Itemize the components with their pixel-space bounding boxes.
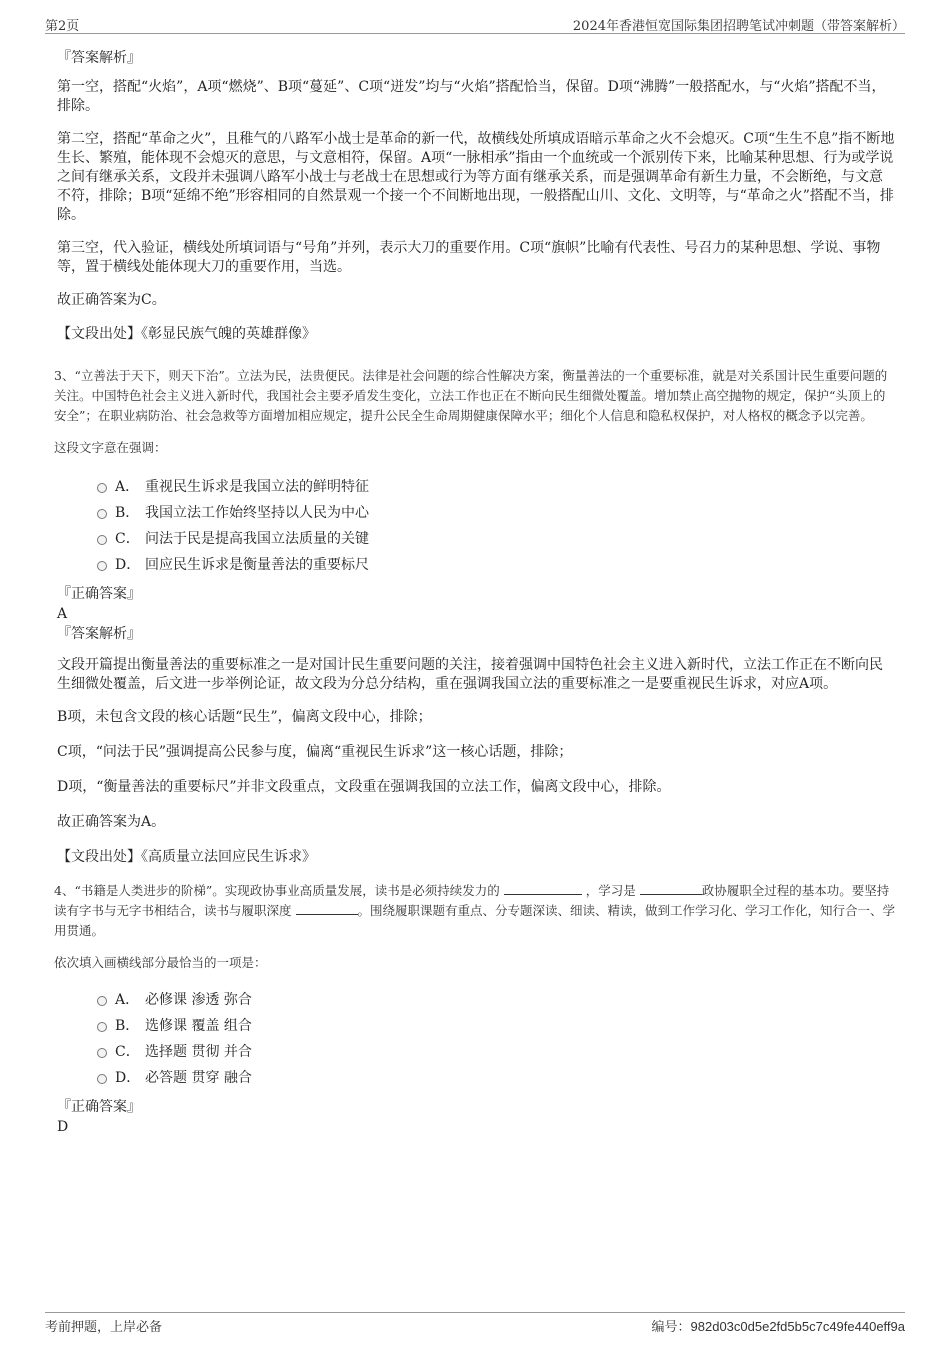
q2-analysis-label: 『答案解析』 [57, 50, 141, 66]
blank-2 [640, 882, 702, 895]
q3-stem: 3、“立善法于天下，则天下治”。立法为民，法贵便民。法律是社会问题的综合性解决方案，衡量善法的一个重要标准，就是对关系国计民生重要问题的关注。中国特色社会主义进入新时代，我国社会主要矛盾发生变化，立法工作也正在不断向民生细微处覆盖。增加禁止高空抛物的规定，保护“头顶上的安全”；在职业病防治、社会急救等方面增加相应规定，提升公民全生命周期健康保障水平；细化个人信息和隐私权保护，对人格权的概念予以完善。 [54, 368, 888, 423]
q3-options [57, 474, 895, 578]
q3-option-b[interactable]: B． 我国立法工作始终坚持以人民为中心 [57, 500, 895, 526]
radio-icon[interactable] [97, 561, 107, 571]
q3-source: 【文段出处】《高质量立法回应民生诉求》 [57, 849, 316, 865]
q4-option-a[interactable]: A． 必修课 渗透 弥合 [57, 987, 895, 1013]
document-title: 2024年香港恒宽国际集团招聘笔试冲刺题（带答案解析） [572, 19, 905, 34]
radio-icon[interactable] [97, 509, 107, 519]
page-number: 第2页 [45, 19, 80, 34]
q4-prompt: 依次填入画横线部分最恰当的一项是： [54, 955, 267, 970]
radio-icon[interactable] [97, 483, 107, 493]
q2-source: 【文段出处】《彰显民族气魄的英雄群像》 [57, 326, 316, 342]
q3-prompt: 这段文字意在强调： [54, 440, 167, 455]
q3-answer-label: 『正确答案』 [57, 586, 141, 602]
radio-icon[interactable] [97, 1048, 107, 1058]
q4-answer: D [57, 1119, 69, 1135]
q3-analysis-paragraph-3: C项，“问法于民”强调提高公民参与度，偏离“重视民生诉求”这一核心话题，排除； [57, 744, 573, 760]
q2-analysis-paragraph-3: 第三空，代入验证，横线处所填词语与“号角”并列，表示大刀的重要作用。C项“旗帜”比喻有代表性、号召力的某种思想、学说、事物等，置于横线处能体现大刀的重要作用，当选。 [57, 240, 881, 275]
q3-option-d[interactable]: D． 回应民生诉求是衡量善法的重要标尺 [57, 552, 895, 578]
q2-analysis-paragraph-1: 第一空，搭配“火焰”，A项“燃烧”、B项“蔓延”、C项“迸发”均与“火焰”搭配恰当，保留。D项“沸腾”一般搭配水，与“火焰”搭配不当，排除。 [57, 79, 886, 114]
q4-option-c[interactable]: C． 选择题 贯彻 并合 [57, 1039, 895, 1065]
q4-stem: 4、“书籍是人类进步的阶梯”。实现政协事业高质量发展，读书是必须持续发力的 ，学习是 政协履职全过程的基本功。要坚持读有字书与无字书相结合，读书与履职深度 。围绕履职课题有重点、分专题深读、细读、精读，做到工作学习化、学习工作化，知行合一、学用贯通。 [54, 883, 896, 938]
q3-analysis-paragraph-2: B项，未包含文段的核心话题“民生”，偏离文段中心，排除； [57, 709, 432, 725]
q3-conclusion: 故正确答案为A。 [57, 814, 166, 830]
q4-option-b[interactable]: B． 选修课 覆盖 组合 [57, 1013, 895, 1039]
radio-icon[interactable] [97, 535, 107, 545]
main-content [54, 48, 896, 1137]
blank-1 [504, 882, 582, 895]
q3-analysis-paragraph-4: D项，“衡量善法的重要标尺”并非文段重点，文段重在强调我国的立法工作，偏离文段中心，排除。 [57, 779, 671, 795]
q3-option-a[interactable]: A． 重视民生诉求是我国立法的鲜明特征 [57, 474, 895, 500]
radio-icon[interactable] [97, 1074, 107, 1084]
q3-analysis-label: 『答案解析』 [57, 626, 141, 642]
radio-icon[interactable] [97, 1022, 107, 1032]
q3-analysis-paragraph-1: 文段开篇提出衡量善法的重要标准之一是对国计民生重要问题的关注，接着强调中国特色社会主义进入新时代，立法工作正在不断向民生细微处覆盖，后文进一步举例论证，故文段为分总分结构，重在强调我国立法的重要标准之一是要重视民生诉求，对应A项。 [57, 657, 883, 692]
footer-slogan: 考前押题，上岸必备 [45, 1320, 163, 1335]
q4-options [57, 987, 895, 1091]
q4-option-d[interactable]: D． 必答题 贯穿 融合 [57, 1065, 895, 1091]
blank-3 [296, 902, 358, 915]
q3-option-c[interactable]: C． 问法于民是提高我国立法质量的关键 [57, 526, 895, 552]
page-header [45, 13, 905, 34]
radio-icon[interactable] [97, 996, 107, 1006]
page-footer [45, 1312, 905, 1335]
q4-answer-label: 『正确答案』 [57, 1099, 141, 1115]
q3-answer: A [57, 606, 68, 622]
q2-analysis-paragraph-2: 第二空，搭配“革命之火”，且稚气的八路军小战士是革命的新一代，故横线处所填成语暗示革命之火不会熄灭。C项“生生不息”指不断地生长、繁殖，能体现不会熄灭的意思，与文意相符，保留。A项“一脉相承”指由一个血统或一个派别传下来，比喻某种思想、行为或学说之间有继承关系，文段并未强调八路军小战士与老战士在思想或行为等方面有继承关系，而是强调革命有新生力量，不会断绝，与文意不符，排除；B项“延绵不绝”形容相同的自然景观一个接一个不间断地出现，一般搭配山川、文化、文明等，与“革命之火”搭配不当，排除。 [57, 131, 895, 223]
document-id: 编号：982d03c0d5e2fd5b5c7c49fe440eff9a [651, 1319, 905, 1334]
q2-conclusion: 故正确答案为C。 [57, 292, 166, 308]
